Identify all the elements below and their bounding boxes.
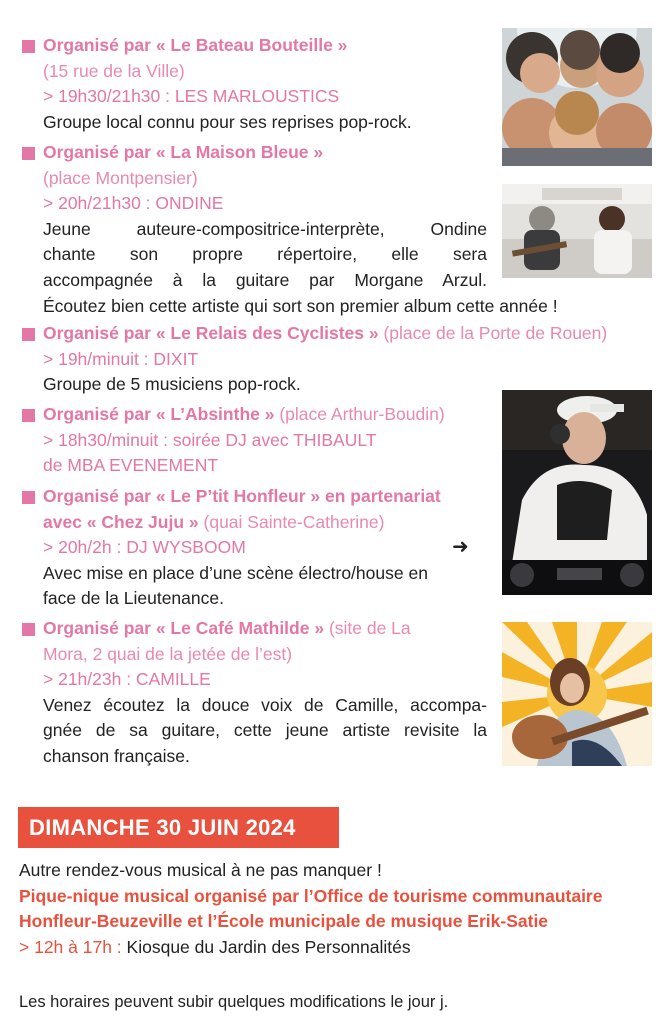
arrow-right-icon: ➜	[452, 536, 469, 559]
sunday-event-title-line2: Honfleur-Beuzeville et l’École municipale de musique Erik-Satie	[19, 911, 549, 932]
event-description-line: Jeune auteure-compositrice-interprète, Ondine	[43, 218, 487, 239]
event-location-continued: Mora, 2 quai de la jetée de l’est)	[43, 643, 293, 664]
event-header-continued	[43, 510, 384, 536]
event-description-line: face de la Lieutenance.	[43, 588, 224, 609]
footer-note: Les horaires peuvent subir quelques modifications le jour j.	[19, 993, 449, 1011]
square-bullet-icon	[22, 623, 35, 636]
square-bullet-icon	[22, 40, 35, 53]
event-organizer: Organisé par « Le P’tit Honfleur » en partenariat	[43, 486, 441, 506]
event-description: Groupe de 5 musiciens pop-rock.	[43, 374, 301, 395]
sunday-intro: Autre rendez-vous musical à ne pas manquer !	[19, 860, 382, 880]
event-location: (place Montpensier)	[43, 167, 198, 188]
event-location: (quai Sainte-Catherine)	[203, 511, 385, 532]
square-bullet-icon	[22, 328, 35, 341]
event-time-continued: de MBA EVENEMENT	[43, 455, 219, 476]
event-header	[43, 616, 411, 642]
square-bullet-icon	[22, 147, 35, 160]
event-time: > 19h30/21h30 : LES MARLOUSTICS	[43, 86, 340, 107]
event-time: > 21h/23h : CAMILLE	[43, 669, 211, 690]
photo-dj	[502, 390, 652, 595]
sunday-event-schedule	[19, 935, 411, 961]
event-header	[43, 402, 445, 428]
event-header	[43, 321, 607, 347]
square-bullet-icon	[22, 409, 35, 422]
section-heading-sunday: DIMANCHE 30 JUIN 2024	[18, 807, 339, 848]
event-time: > 20h/2h : DJ WYSBOOM	[43, 537, 246, 558]
photo-ondine	[502, 184, 652, 278]
event-description: Groupe local connu pour ses reprises pop-rock.	[43, 111, 412, 132]
event-organizer: Organisé par « L’Absinthe »	[43, 404, 275, 424]
event-time: > 18h30/minuit : soirée DJ avec THIBAULT	[43, 429, 377, 450]
event-description-line: Venez écoutez la douce voix de Camille, accompa-	[43, 694, 487, 715]
event-description-line: Avec mise en place d’une scène électro/house en	[43, 562, 428, 583]
photo-camille	[502, 622, 652, 766]
sunday-event-place: Kiosque du Jardin des Personnalités	[126, 936, 411, 957]
event-organizer: Organisé par « Le Relais des Cyclistes »	[43, 323, 379, 343]
event-organizer-continued: avec « Chez Juju »	[43, 511, 199, 532]
event-organizer: Organisé par « Le Bateau Bouteille »	[43, 35, 348, 55]
event-location: (place Arthur-Boudin)	[279, 404, 445, 424]
sunday-event-time: > 12h à 17h :	[19, 936, 122, 957]
photo-group-marloustics	[502, 28, 652, 166]
square-bullet-icon	[22, 491, 35, 504]
event-time: > 19h/minuit : DIXIT	[43, 348, 199, 369]
event-description-line: gnée de sa guitare, cette jeune artiste revisite la	[43, 720, 487, 741]
sunday-event-title-line1: Pique-nique musical organisé par l’Office de tourisme communautaire	[19, 885, 603, 906]
event-description-line: chanson française.	[43, 746, 190, 766]
event-description-line: Écoutez bien cette artiste qui sort son premier album cette année !	[43, 295, 558, 316]
event-description-line: accompagnée à la guitare par Morgane Arzul.	[43, 270, 487, 290]
event-time: > 20h/21h30 : ONDINE	[43, 193, 224, 214]
event-location: (15 rue de la Ville)	[43, 60, 185, 81]
event-organizer: Organisé par « La Maison Bleue »	[43, 142, 324, 162]
event-location: (site de La	[328, 618, 411, 638]
event-organizer: Organisé par « Le Café Mathilde »	[43, 618, 325, 638]
event-location: (place de la Porte de Rouen)	[383, 323, 608, 343]
event-description-line: chante son propre répertoire, elle sera	[43, 244, 487, 265]
